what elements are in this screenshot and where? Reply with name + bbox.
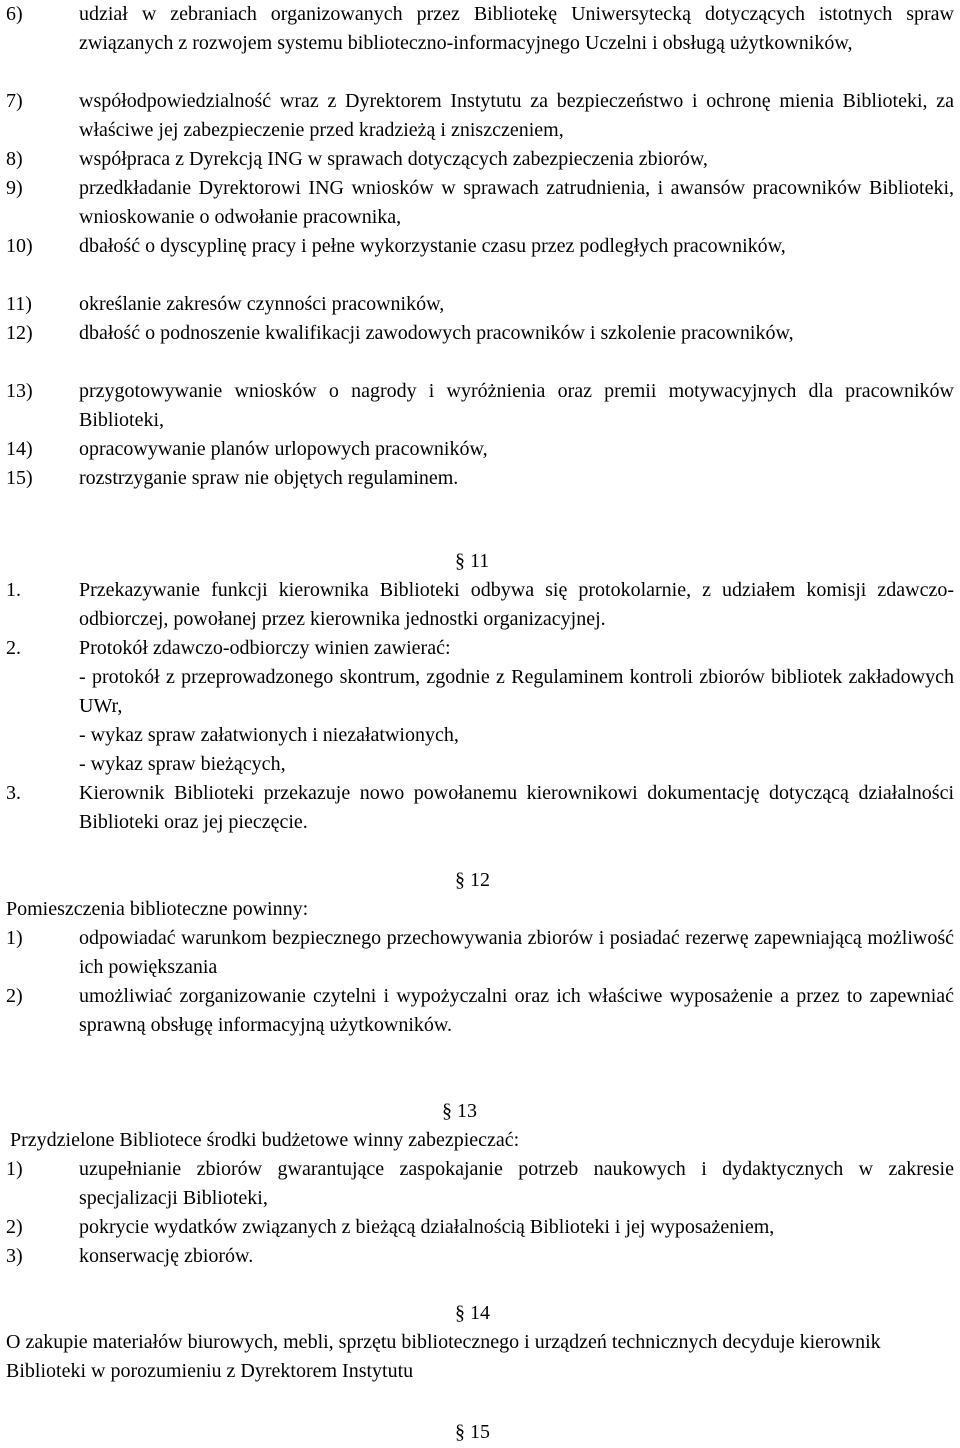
duty-item xyxy=(6,464,954,493)
item-text: umożliwiać zorganizowanie czytelni i wypożyczalni oraz ich właściwe wyposażenie a przez to zapewniać sprawną obsługę informacyjną użytkowników. xyxy=(79,985,954,1036)
item-text: Przekazywanie funkcji kierownika Biblioteki odbywa się protokolarnie, z udziałem komisji zdawczo-odbiorczej, powołanej przez kierownika jednostki organizacyjnej. xyxy=(79,579,954,630)
item-number: 13) xyxy=(6,380,33,402)
duty-item xyxy=(6,174,954,232)
duty-item xyxy=(6,87,954,145)
item-number: 2) xyxy=(6,1216,23,1238)
section-heading-11: § 11 xyxy=(455,550,490,572)
item-text: odpowiadać warunkom bezpiecznego przechowywania zbiorów i posiadać rezerwę zapewniającą możliwość ich powiększania xyxy=(79,927,954,978)
section-heading-15: § 15 xyxy=(455,1421,490,1443)
item-text: przedkładanie Dyrektorowi ING wniosków w sprawach zatrudnienia, i awansów pracowników Biblioteki, wnioskowanie o odwołanie pracownika, xyxy=(79,177,954,228)
item-text: współodpowiedzialność wraz z Dyrektorem Instytutu za bezpieczeństwo i ochronę mienia Biblioteki, za właściwe jej zabezpieczenie przed kradzieżą i zniszczeniem, xyxy=(79,90,954,141)
item-text: przygotowywanie wniosków o nagrody i wyróżnienia oraz premii motywacyjnych dla pracowników Biblioteki, xyxy=(79,380,954,431)
clause-item xyxy=(6,576,954,634)
item-text: opracowywanie planów urlopowych pracowników, xyxy=(79,438,488,460)
item-text: pokrycie wydatków związanych z bieżącą działalnością Biblioteki i jej wyposażeniem, xyxy=(79,1216,775,1238)
item-number: 3) xyxy=(6,1245,23,1267)
item-number: 1) xyxy=(6,927,23,949)
item-text: uzupełnianie zbiorów gwarantujące zaspokajanie potrzeb naukowych i dydaktycznych w zakresie specjalizacji Biblioteki, xyxy=(79,1158,954,1209)
duty-item xyxy=(6,145,954,174)
item-text: dbałość o podnoszenie kwalifikacji zawodowych pracowników i szkolenie pracowników, xyxy=(79,322,794,344)
duty-item xyxy=(6,377,954,435)
requirement-item xyxy=(6,924,954,982)
item-number: 11) xyxy=(6,293,32,315)
duty-item xyxy=(6,0,954,58)
item-number: 1. xyxy=(6,579,21,601)
duty-item xyxy=(6,290,954,319)
item-number: 1) xyxy=(6,1158,23,1180)
section-paragraph: O zakupie materiałów biurowych, mebli, sprzętu bibliotecznego i urządzeń technicznych decyduje kierownik Biblioteki w porozumieniu z Dyrektorem Instytutu xyxy=(6,1331,881,1382)
section-intro: Pomieszczenia biblioteczne powinny: xyxy=(6,898,309,920)
item-number: 10) xyxy=(6,235,33,257)
item-number: 15) xyxy=(6,467,33,489)
item-number: 2) xyxy=(6,985,23,1007)
item-number: 2. xyxy=(6,637,21,659)
item-number: 3. xyxy=(6,782,21,804)
duty-item xyxy=(6,232,954,261)
item-text: rozstrzyganie spraw nie objętych regulaminem. xyxy=(79,467,459,489)
item-text: dbałość o dyscyplinę pracy i pełne wykorzystanie czasu przez podległych pracowników, xyxy=(79,235,786,257)
item-text: udział w zebraniach organizowanych przez Bibliotekę Uniwersytecką dotyczących istotnych spraw związanych z rozwojem systemu biblioteczno-informacyjnego Uczelni i obsługą użytkowników, xyxy=(79,3,954,54)
clause-sub-item: - protokół z przeprowadzonego skontrum, zgodnie z Regulaminem kontroli zbiorów bibliotek zakładowych UWr, xyxy=(79,666,954,717)
section-heading-13: § 13 xyxy=(442,1100,477,1122)
item-number: 14) xyxy=(6,438,33,460)
item-number: 7) xyxy=(6,90,23,112)
section-intro: Przydzielone Bibliotece środki budżetowe winny zabezpieczać: xyxy=(10,1129,520,1151)
clause-sub-item: - wykaz spraw załatwionych i niezałatwionych, xyxy=(79,724,459,746)
item-number: 8) xyxy=(6,148,23,170)
duty-item xyxy=(6,435,954,464)
item-text: Protokół zdawczo-odbiorczy winien zawierać: xyxy=(79,637,451,659)
item-text: współpraca z Dyrekcją ING w sprawach dotyczących zabezpieczenia zbiorów, xyxy=(79,148,708,170)
budget-item xyxy=(6,1155,954,1213)
item-text: Kierownik Biblioteki przekazuje nowo powołanemu kierownikowi dokumentację dotyczącą działalności Biblioteki oraz jej pieczęcie. xyxy=(79,782,954,833)
section-heading-12: § 12 xyxy=(455,869,490,891)
clause-sub-item: - wykaz spraw bieżących, xyxy=(79,753,286,775)
budget-item xyxy=(6,1213,954,1242)
clause-item xyxy=(6,779,954,837)
item-text: konserwację zbiorów. xyxy=(79,1245,254,1267)
item-number: 6) xyxy=(6,3,23,25)
section-heading-14: § 14 xyxy=(455,1302,490,1324)
clause-item xyxy=(6,634,954,663)
item-number: 12) xyxy=(6,322,33,344)
item-number: 9) xyxy=(6,177,23,199)
requirement-item xyxy=(6,982,954,1040)
duty-item xyxy=(6,319,954,348)
item-text: określanie zakresów czynności pracowników, xyxy=(79,293,445,315)
budget-item xyxy=(6,1242,954,1271)
